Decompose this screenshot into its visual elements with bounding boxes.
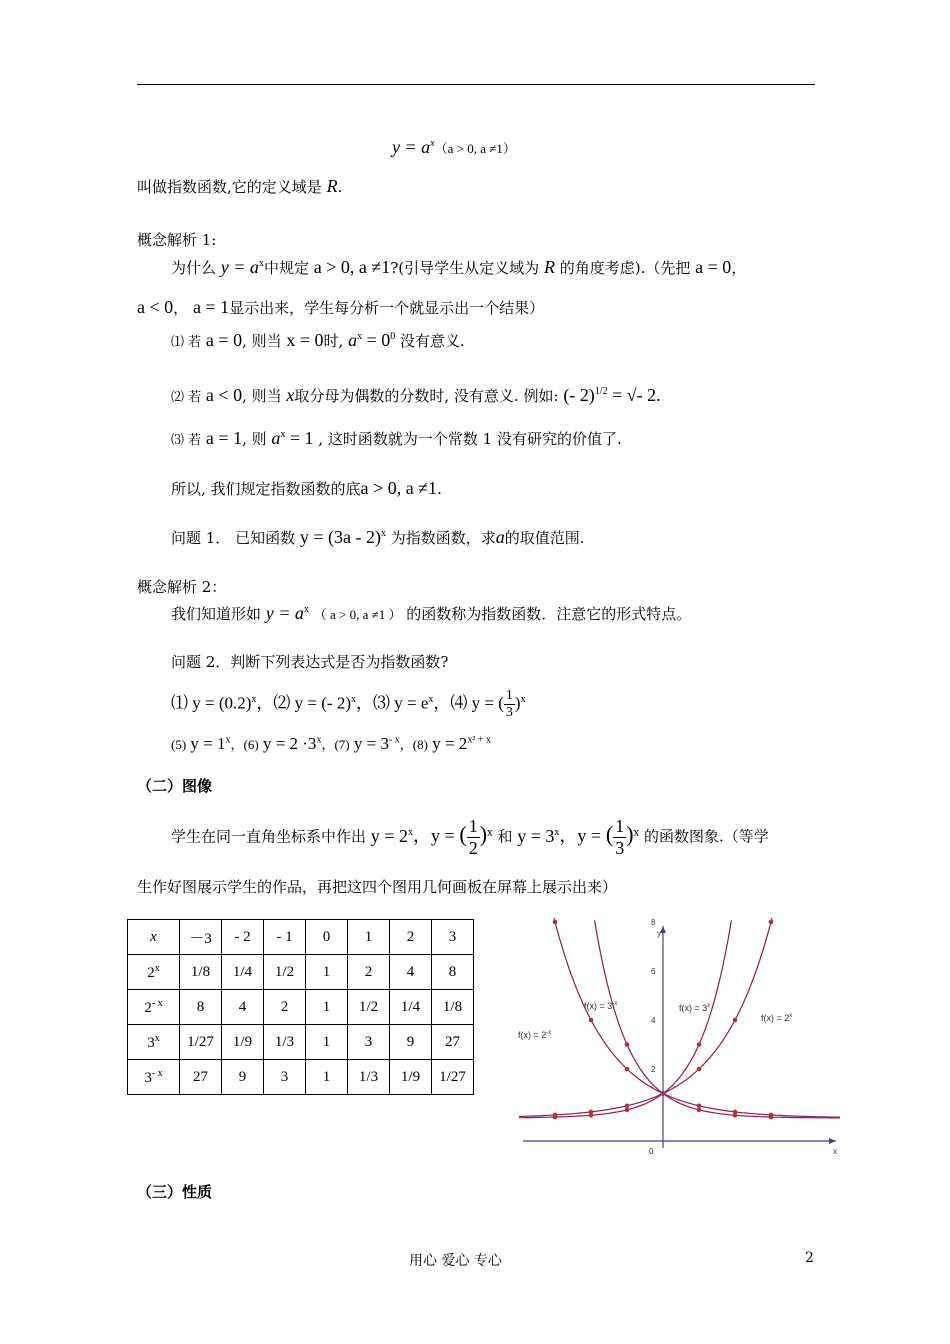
series-curve [553,918,840,1117]
problem-2-title: 问题 2．判断下列表达式是否为指数函数? [171,653,449,671]
table-cell: 1/3 [264,1025,306,1060]
label-3-neg-x: $f(x) = 3^{-x}$ [584,1001,618,1011]
section-2-text: 学生在同一直角坐标系中作出 $y = 2^x$，y = ( $\frac{1}{2}$ )$^x$ 和 $y = 3^x$，y = ( $\frac{1}{3}$ )$^x$ 的函数图象.（等学 [171,816,769,858]
table-cell: 1 [306,1025,348,1060]
data-point [733,1018,738,1023]
table-cell: 1 [306,990,348,1025]
data-point [661,1091,666,1096]
data-point [769,1115,774,1120]
table-cell: 1/2 [348,990,390,1025]
row-label: $2^{- x}$ [128,990,180,1025]
row-label: $3^{- x}$ [128,1060,180,1095]
footer-motto: 用心 爱心 专心 [409,1253,502,1269]
concept1-title: 概念解析 1: [137,231,217,249]
y-tick-label: 2 [651,1065,656,1074]
table-cell: - 2 [222,920,264,955]
label-2-x: $f(x) = 2^x$ [761,1013,793,1023]
origin-label: 0 [649,1147,654,1156]
data-point [625,1042,630,1047]
y-tick-label: 8 [651,918,656,927]
table-cell: 27 [180,1060,222,1095]
table-row [128,990,474,1025]
table-cell: 1 [306,1060,348,1095]
table-cell: 9 [390,1025,432,1060]
data-point [769,920,774,925]
x-axis-label: x [833,1147,837,1156]
table-cell: 4 [390,955,432,990]
table-cell: 1/8 [432,990,474,1025]
table-cell: 2 [264,990,306,1025]
table-cell: 1/4 [222,955,264,990]
table-cell: 3 [264,1060,306,1095]
definition-line: 叫做指数函数,它的定义域是 R. [137,176,343,196]
values-table [127,919,474,1095]
conclusion: 所以, 我们规定指数函数的底a > 0, a ≠1. [171,478,442,498]
table-cell: 1/4 [390,990,432,1025]
data-point [589,1018,594,1023]
concept2-title: 概念解析 2： [137,578,227,596]
series-curve [595,920,840,1118]
table-cell: - 1 [264,920,306,955]
table-cell: 1/8 [180,955,222,990]
concept2-text: 我们知道形如 $y = a^x$ （ a > 0, a ≠1 ） 的函数称为指数函数．注意它的形式特点。 [171,603,692,623]
data-point [697,1108,702,1113]
table-cell: 8 [180,990,222,1025]
table-row [128,1025,474,1060]
y-tick-label: 4 [651,1016,656,1025]
table-cell: 3 [432,920,474,955]
table-cell: 3 [348,1025,390,1060]
row-label: 2$^x$ [128,955,180,990]
case-2: ⑵ 若 a < 0, 则当 x取分母为偶数的分数时, 没有意义. 例如: (- 2)$^{1/2}$ = √- 2. [171,385,661,405]
label-2-neg-x: $f(x) = 2^{-x}$ [518,1030,552,1040]
table-cell: 1/9 [222,1025,264,1060]
table-cell: 1/27 [180,1025,222,1060]
data-point [589,1110,594,1115]
concept1-line2: a < 0， a = 1显示出来，学生每分析一个就显示出一个结果） [137,297,545,317]
table-cell: 27 [432,1025,474,1060]
series-curve [519,918,773,1117]
table-cell: 1/3 [348,1060,390,1095]
header-rule [137,84,815,85]
case-1: ⑴ 若 a = 0, 则当 x = 0时, $a^x = 0^0$ 没有意义. [171,330,465,350]
table-cell: x [128,920,180,955]
exponential-chart [518,918,840,1158]
table-cell: 9 [222,1060,264,1095]
y-axis-label: y [657,929,661,938]
data-point [697,1067,702,1072]
data-point [553,920,558,925]
table-cell: 1/2 [264,955,306,990]
table-cell: 2 [390,920,432,955]
problem-2-line2: (5) $y = 1^x$，(6) $y = 2 \cdot 3^x$，(7) $y = 3^{- x}$，(8) $y = 2^{x^2 + x}$ [171,734,491,753]
page-number: 2 [805,1250,814,1266]
data-point [625,1067,630,1072]
data-point [697,1103,702,1108]
table-row [128,955,474,990]
table-cell: 1 [306,955,348,990]
x-axis-arrow [829,1138,836,1144]
section-2-text-cont: 生作好图展示学生的作品，再把这四个图用几何画板在屏幕上展示出来） [137,878,618,896]
main-formula: $y = a^x(a > 0$, a ≠1） [392,137,516,157]
problem-1: 问题 1． 已知函数 y = (3a - 2)$^x$ 为指数函数，求a的取值范围. [171,527,585,547]
data-point [697,1042,702,1047]
table-cell: 0 [306,920,348,955]
table-cell: 1/27 [432,1060,474,1095]
table-cell: 8 [432,955,474,990]
problem-2-line1: ⑴ $y = (0.2)^x$，⑵ y = (- 2)$^x$，⑶ $y = e^x$，⑷ y = ( $\frac{1}{3}$ )$^x$ [171,688,526,720]
table-header-row [128,920,474,955]
table-row [128,1060,474,1095]
table-cell: 1 [348,920,390,955]
data-point [625,1108,630,1113]
data-point [553,1113,558,1118]
case-3: ⑶ 若 a = 1, 则 $a^x = 1$ , 这时函数就为一个常数 1 没有研究的价值了. [171,428,622,448]
data-point [625,1103,630,1108]
row-label: 3$^x$ [128,1025,180,1060]
concept1-intro: 为什么 $y = a^x$中规定 a > 0, a ≠1?(引导学生从定义域为 R 的角度考虑).（先把 a = 0， [171,257,747,277]
table-cell: 2 [348,955,390,990]
y-tick-label: 6 [651,967,656,976]
table-cell: 1/9 [390,1060,432,1095]
table-cell: 4 [222,990,264,1025]
section-3-title: （三）性质 [137,1183,213,1201]
data-point [733,1113,738,1118]
series-curve [519,920,731,1117]
label-3-x: $f(x) = 3^x$ [679,1003,711,1013]
table-cell: －3 [180,920,222,955]
section-2-title: （二）图像 [137,777,213,795]
